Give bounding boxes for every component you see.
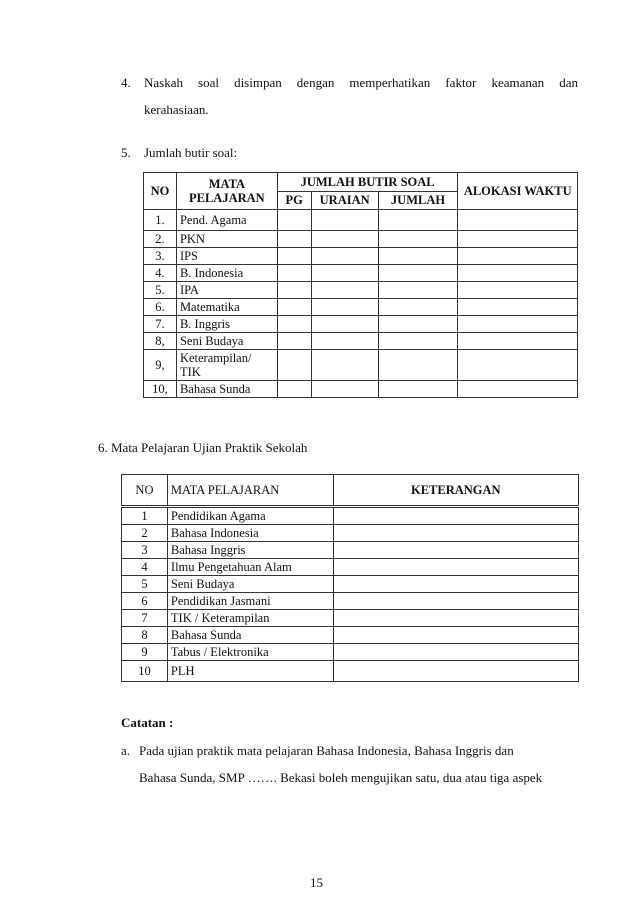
- header-jumlah-butir-soal: JUMLAH BUTIR SOAL: [277, 173, 458, 192]
- row-no: 8: [122, 627, 168, 644]
- header-no: NO: [122, 475, 168, 507]
- catatan-line1: Pada ujian praktik mata pelajaran Bahasa Indonesia, Bahasa Inggris dan: [139, 743, 514, 758]
- row-subject: IPS: [176, 248, 277, 265]
- catatan-item-a-label: a.: [121, 743, 131, 758]
- section-6-title: 6. Mata Pelajaran Ujian Praktik Sekolah: [98, 440, 308, 455]
- table-ujian-praktik: [121, 474, 579, 682]
- table-row: [144, 333, 578, 350]
- table-row: [144, 210, 578, 231]
- header-uraian: URAIAN: [311, 191, 378, 210]
- item-4-number: 4.: [121, 75, 131, 90]
- row-no: 7.: [144, 316, 177, 333]
- table-row: [122, 644, 579, 661]
- table-row: [144, 231, 578, 248]
- row-no: 3: [122, 542, 168, 559]
- row-no: 2.: [144, 231, 177, 248]
- table-row: [144, 248, 578, 265]
- row-no: 7: [122, 610, 168, 627]
- table-row: [122, 593, 579, 610]
- row-subject: Bahasa Sunda: [167, 627, 333, 644]
- row-no: 6.: [144, 299, 177, 316]
- row-no: 4: [122, 559, 168, 576]
- row-subject: Seni Budaya: [167, 576, 333, 593]
- row-no: 2: [122, 525, 168, 542]
- item-4-line2: kerahasiaan.: [144, 102, 209, 117]
- row-subject: Ilmu Pengetahuan Alam: [167, 559, 333, 576]
- row-no: 10,: [144, 381, 177, 398]
- page-number: 15: [310, 875, 323, 890]
- row-no: 5: [122, 576, 168, 593]
- row-subject: Pend. Agama: [176, 210, 277, 231]
- row-no: 3.: [144, 248, 177, 265]
- row-no: 10: [122, 661, 168, 682]
- row-subject: Pendidikan Agama: [167, 507, 333, 525]
- row-no: 5.: [144, 282, 177, 299]
- table-row: [122, 627, 579, 644]
- header-keterangan: KETERANGAN: [333, 475, 578, 507]
- table-row: [122, 525, 579, 542]
- row-no: 1.: [144, 210, 177, 231]
- item-5-number: 5.: [121, 145, 131, 160]
- row-no: 4.: [144, 265, 177, 282]
- row-subject: Keterampilan/ TIK: [176, 350, 277, 381]
- table-row: [122, 542, 579, 559]
- catatan-line2: Bahasa Sunda, SMP ……. Bekasi boleh mengujikan satu, dua atau tiga aspek: [139, 770, 543, 785]
- row-no: 1: [122, 507, 168, 525]
- header-no: NO: [144, 173, 177, 210]
- header-jumlah: JUMLAH: [378, 191, 458, 210]
- row-subject: Bahasa Inggris: [167, 542, 333, 559]
- table-row: [144, 381, 578, 398]
- table-row: [144, 350, 578, 381]
- row-subject: Matematika: [176, 299, 277, 316]
- header-pg: PG: [277, 191, 311, 210]
- row-no: 9,: [144, 350, 177, 381]
- header-alokasi-waktu: ALOKASI WAKTU: [458, 173, 578, 210]
- table-row: [144, 299, 578, 316]
- table-row: [122, 559, 579, 576]
- table-row: [122, 661, 579, 682]
- row-subject: Tabus / Elektronika: [167, 644, 333, 661]
- row-subject: PKN: [176, 231, 277, 248]
- row-subject: B. Inggris: [176, 316, 277, 333]
- row-subject: TIK / Keterampilan: [167, 610, 333, 627]
- table-row: [144, 265, 578, 282]
- item-5-text: Jumlah butir soal:: [144, 145, 238, 160]
- table-row: [144, 282, 578, 299]
- row-subject: Bahasa Indonesia: [167, 525, 333, 542]
- row-subject: Seni Budaya: [176, 333, 277, 350]
- row-subject: B. Indonesia: [176, 265, 277, 282]
- row-subject: IPA: [176, 282, 277, 299]
- row-no: 8,: [144, 333, 177, 350]
- table-row: [122, 576, 579, 593]
- header-mata-pelajaran: MATA PELAJARAN: [167, 475, 333, 507]
- table-row: [122, 610, 579, 627]
- table-row: [144, 316, 578, 333]
- table-jumlah-butir-soal: [143, 172, 578, 398]
- row-subject: Bahasa Sunda: [176, 381, 277, 398]
- row-subject: PLH: [167, 661, 333, 682]
- row-no: 6: [122, 593, 168, 610]
- row-subject: Pendidikan Jasmani: [167, 593, 333, 610]
- table-row: [122, 507, 579, 525]
- header-mata-pelajaran: MATA PELAJARAN: [176, 173, 277, 210]
- catatan-title: Catatan :: [121, 715, 174, 730]
- row-no: 9: [122, 644, 168, 661]
- item-4-line1: Naskah soal disimpan dengan memperhatikan faktor keamanan dan: [144, 75, 578, 90]
